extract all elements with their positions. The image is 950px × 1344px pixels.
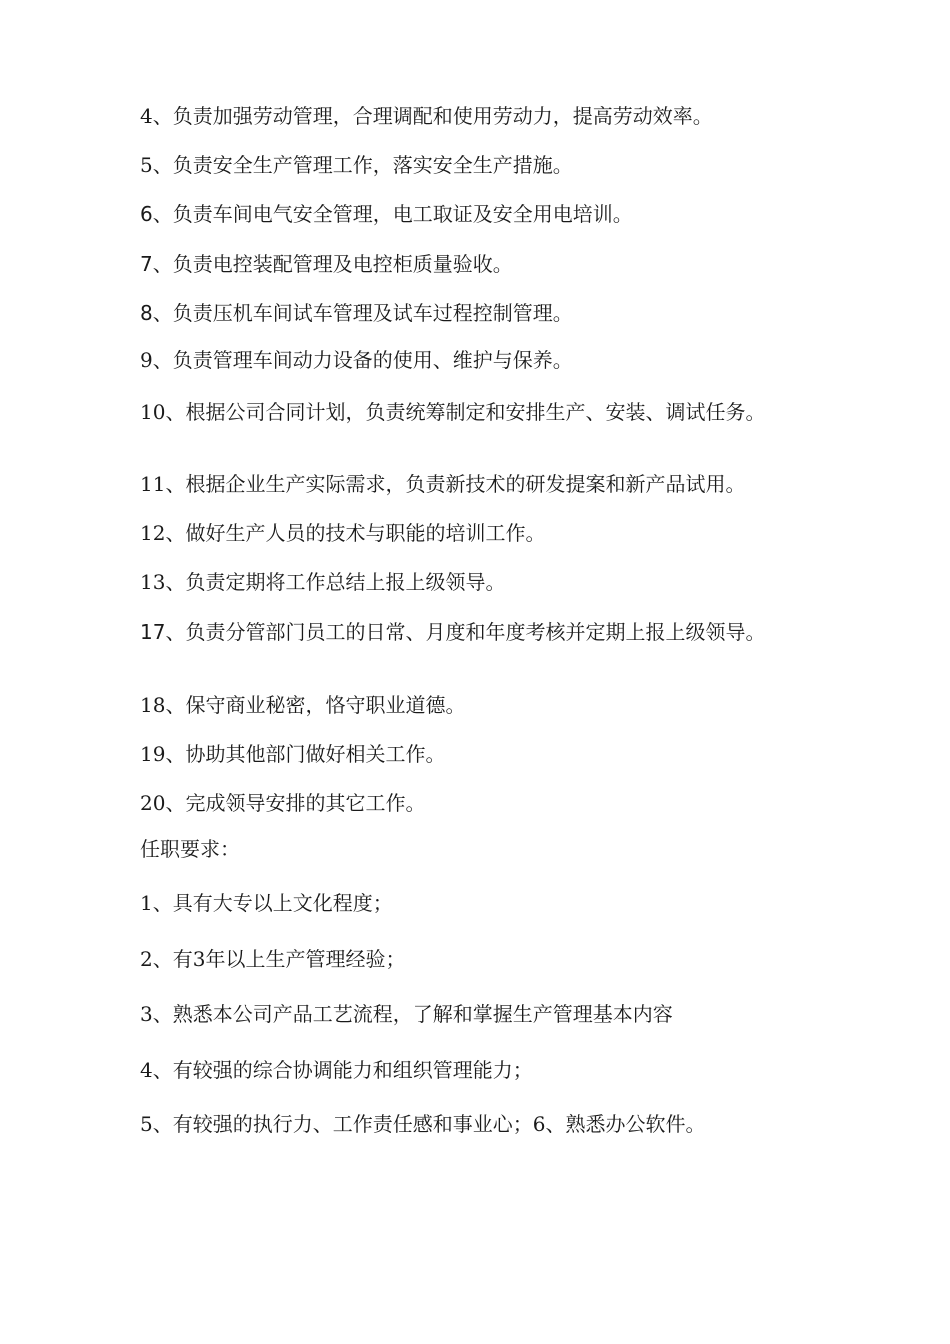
duty-item-9: 9、负责管理车间动力设备的使用、维护与保养。 — [140, 348, 573, 372]
duty-item-17: 17、负责分管部门员工的日常、月度和年度考核并定期上报上级领导。 — [140, 620, 766, 644]
duty-item-10: 10、根据公司合同计划，负责统筹制定和安排生产、安装、调试任务。 — [140, 400, 766, 424]
duty-item-18: 18、保守商业秘密，恪守职业道德。 — [140, 693, 466, 717]
requirement-item-2: 2、有3年以上生产管理经验； — [140, 947, 406, 971]
duty-item-4: 4、负责加强劳动管理，合理调配和使用劳动力，提高劳动效率。 — [140, 104, 713, 128]
requirement-item-1: 1、具有大专以上文化程度； — [140, 891, 393, 915]
duty-item-13: 13、负责定期将工作总结上报上级领导。 — [140, 570, 506, 594]
duty-item-19: 19、协助其他部门做好相关工作。 — [140, 742, 446, 766]
duty-item-11: 11、根据企业生产实际需求，负责新技术的研发提案和新产品试用。 — [140, 472, 746, 496]
requirement-item-5: 5、有较强的执行力、工作责任感和事业心；6、熟悉办公软件。 — [140, 1112, 706, 1136]
duty-item-7: 7、负责电控装配管理及电控柜质量验收。 — [140, 252, 513, 276]
duty-item-12: 12、做好生产人员的技术与职能的培训工作。 — [140, 521, 546, 545]
duty-item-8: 8、负责压机车间试车管理及试车过程控制管理。 — [140, 301, 573, 325]
duty-item-6: 6、负责车间电气安全管理，电工取证及安全用电培训。 — [140, 202, 633, 226]
duty-item-20: 20、完成领导安排的其它工作。 — [140, 791, 426, 815]
requirements-heading: 任职要求： — [140, 837, 240, 861]
requirement-item-3: 3、熟悉本公司产品工艺流程，了解和掌握生产管理基本内容 — [140, 1002, 673, 1026]
duty-item-5: 5、负责安全生产管理工作，落实安全生产措施。 — [140, 153, 573, 177]
requirement-item-4: 4、有较强的综合协调能力和组织管理能力； — [140, 1058, 533, 1082]
